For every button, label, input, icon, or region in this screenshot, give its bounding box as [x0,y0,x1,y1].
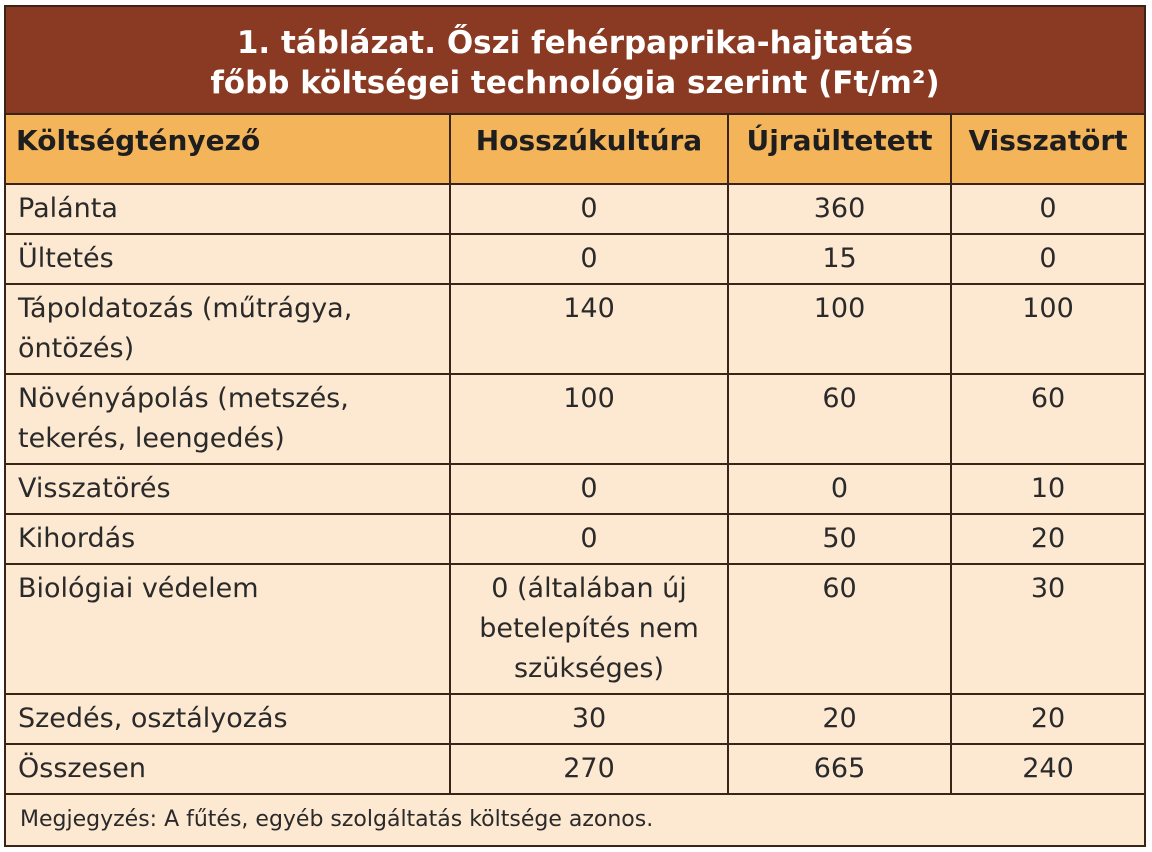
table-row [6,284,1144,374]
table-row [6,464,1144,514]
table-row-total [6,744,1144,794]
table-title-line-2: főbb költségei technológia szerint (Ft/m²) [210,65,940,101]
cell-value: 15 [728,234,951,284]
table-title-line-1: 1. táblázat. Őszi fehérpaprika-hajtatás [236,25,914,61]
column-header-long-culture: Hosszúkultúra [450,115,728,184]
table-row [6,374,1144,464]
column-header-cost-factor: Költségtényező [6,115,450,184]
table-row [6,564,1144,694]
cell-value: 0 [450,184,728,234]
cell-value: 100 [728,284,951,374]
cell-value: 140 [450,284,728,374]
cell-value: 665 [728,744,951,794]
table-row [6,694,1144,744]
table-header-row [6,115,1144,184]
cell-value: 0 [951,184,1144,234]
cell-value: 60 [951,374,1144,464]
cell-value: 10 [951,464,1144,514]
row-label: Ültetés [6,234,450,284]
cell-value: 0 [728,464,951,514]
row-label: Tápoldatozás (műtrágya, öntözés) [6,284,450,374]
cost-table-panel [4,5,1146,847]
table-row [6,184,1144,234]
row-label: Visszatörés [6,464,450,514]
cell-value: 50 [728,514,951,564]
cell-value: 100 [951,284,1144,374]
cell-value: 30 [450,694,728,744]
cell-value: 100 [450,374,728,464]
cell-value: 0 [450,464,728,514]
column-header-cut-back: Visszatört [951,115,1144,184]
cell-value: 360 [728,184,951,234]
cell-value: 60 [728,564,951,694]
row-label: Biológiai védelem [6,564,450,694]
row-label: Szedés, osztályozás [6,694,450,744]
cell-value: 20 [951,694,1144,744]
row-label: Növényápolás (metszés, tekerés, leengedés) [6,374,450,464]
table-title [6,7,1144,115]
column-header-replanted: Újraültetett [728,115,951,184]
cost-table [6,115,1144,795]
cell-value: 20 [728,694,951,744]
cell-value: 60 [728,374,951,464]
cell-value: 20 [951,514,1144,564]
cell-value: 30 [951,564,1144,694]
row-label: Palánta [6,184,450,234]
table-row [6,514,1144,564]
cell-value: 0 [450,514,728,564]
row-label: Összesen [6,744,450,794]
cell-value: 0 (általában új betelepítés nem szükséges) [450,564,728,694]
table-row [6,234,1144,284]
cell-value: 270 [450,744,728,794]
cell-value: 240 [951,744,1144,794]
cell-value: 0 [951,234,1144,284]
row-label: Kihordás [6,514,450,564]
table-footnote: Megjegyzés: A fűtés, egyéb szolgáltatás költsége azonos. [20,807,654,832]
cell-value: 0 [450,234,728,284]
